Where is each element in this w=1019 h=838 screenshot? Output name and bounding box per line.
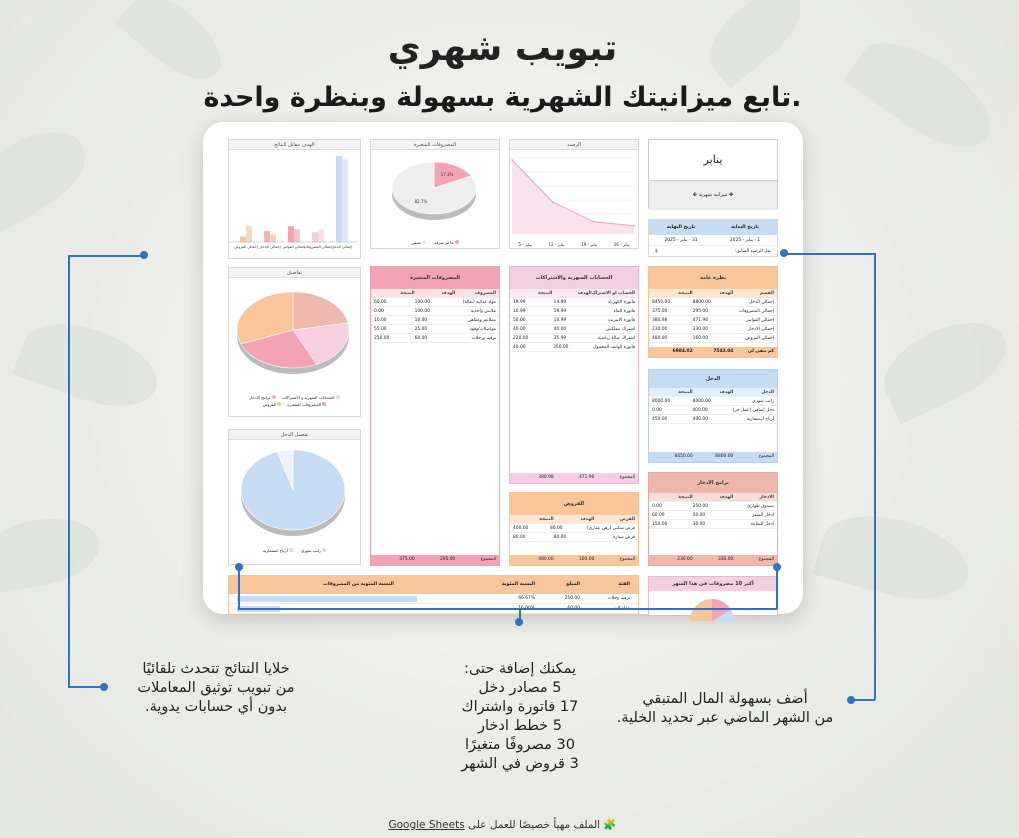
savings-table [648, 472, 778, 566]
puzzle-icon: 🧩 [603, 819, 617, 831]
row-label: مطاعم ومقاهي [467, 318, 496, 323]
row-value[interactable]: 10.99 [512, 309, 526, 314]
row-label: فاتورة الماء [613, 309, 635, 314]
connector-line [874, 253, 876, 700]
row-value[interactable]: 0.00 [652, 408, 662, 413]
page-subtitle: تابع ميزانيتك الشهرية بسهولة وبنظرة واحدة. [203, 82, 802, 113]
connector-dot [780, 249, 788, 257]
legend-label: برامج الادخار [249, 395, 271, 400]
table-row [510, 524, 638, 533]
bar-category-label: إجمالي المصروفات [303, 245, 333, 249]
details-pie-legend [229, 395, 360, 407]
income-pie-legend [229, 548, 360, 553]
row-value[interactable]: 30.00 [692, 522, 706, 527]
variable-pie-graph [370, 139, 500, 249]
overview-table [648, 266, 778, 358]
total-result: 375.00 [399, 557, 415, 562]
table-row [510, 325, 638, 334]
x-tick-label: يناير - 19 [581, 242, 598, 247]
balance-area [512, 160, 634, 234]
variable-pie-legend [371, 238, 499, 248]
total-label: المجموع [758, 557, 774, 562]
col-header: القسم [759, 291, 774, 296]
row-label: ملابس وأحذية [470, 309, 496, 314]
col-header: الادخار [759, 495, 774, 500]
total-goal: 330.00 [717, 557, 734, 562]
row-label: اشتراك صالة رياضية [597, 336, 635, 341]
legend-item [301, 548, 326, 553]
result-bar [246, 226, 252, 242]
income-pie-chart [227, 440, 360, 546]
goal-bar [336, 156, 342, 242]
legend-item [249, 395, 276, 400]
table-row [510, 298, 638, 307]
legend-label: ما تم صرفه [434, 240, 454, 245]
connector-line [776, 567, 778, 609]
legend-item [263, 548, 293, 553]
connector-line [68, 255, 144, 257]
annotation-line: من تبويب توثيق المعاملات [137, 680, 295, 696]
overview-rows [649, 298, 777, 343]
total-label: المجموع [480, 557, 496, 562]
monthly-budget-button[interactable]: ✤ ميزانية شهرية ✤ [649, 180, 777, 210]
row-label: راتب شهري [752, 399, 774, 404]
start-date-value[interactable]: 1 - يناير - 2025 [729, 238, 761, 243]
annotation-line: 5 مصادر دخل [478, 680, 562, 696]
table-row [510, 334, 638, 343]
col-header: النسبة المئوية من المصروفات [323, 582, 394, 587]
background-leaf [12, 308, 167, 422]
annotation-line: 5 خطط ادخار [478, 718, 562, 734]
total-result: 8450.00 [674, 454, 693, 459]
row-value[interactable]: 471.96 [692, 318, 709, 323]
bar-category-label: إجمالي الادخار [259, 245, 281, 249]
income-pie-title: تفصيل الدخل [229, 430, 360, 440]
pie-data-label: 17.3% [440, 172, 454, 178]
table-row [510, 307, 638, 316]
row-value[interactable]: 150.00 [651, 522, 668, 527]
legend-label: متبقي [411, 240, 422, 245]
col-header: القرض [620, 517, 635, 522]
bills-title: الحسابات الشهرية والاشتراكات [510, 267, 638, 289]
row-value[interactable]: 40.00 [512, 327, 526, 332]
row-value[interactable]: 220.00 [512, 336, 529, 341]
bills-total-row [510, 473, 638, 483]
total-goal: 8800.00 [715, 454, 734, 459]
details-pie-graph [228, 267, 361, 417]
row-value[interactable]: 10.00 [414, 318, 428, 323]
dates-card [648, 219, 778, 257]
col-header: الدخل [761, 390, 774, 395]
connector-line [68, 686, 104, 688]
total-result: 480.00 [538, 557, 554, 562]
income-rows [649, 397, 777, 424]
details-pie-title: تفاصيل [229, 268, 360, 278]
variable-pie-chart [369, 150, 499, 236]
spreadsheet [228, 139, 778, 614]
savings-total-row [649, 555, 777, 565]
row-value[interactable]: 295.00 [692, 309, 709, 314]
annotation-line: 17 فاتورة واشتراك [461, 699, 579, 715]
row-label: فاتورة الانترنت [608, 318, 635, 323]
row-label: إجمالي الدخل [748, 300, 774, 305]
month-name: يناير [703, 153, 723, 166]
balance-x-axis [510, 240, 638, 250]
row-label: صندوق طوارئ [747, 504, 774, 509]
annotation-line: أضف بسهولة المال المتبقي [642, 691, 808, 707]
end-date-value[interactable]: 31 - يناير - 2025 [664, 238, 698, 243]
table-row [371, 325, 499, 334]
col-header: الفئة [618, 582, 630, 587]
top-expenses-rows [229, 594, 638, 614]
row-value[interactable]: 50.00 [692, 513, 706, 518]
loans-rows [510, 524, 638, 542]
col-header: الهدف [441, 291, 456, 296]
variable-expenses-table [370, 266, 500, 566]
row-label: ادخار للتقاعد [750, 522, 774, 527]
row-label: قرض سكني (رهن عقاري) [586, 526, 635, 531]
total-label: المجموع [619, 557, 635, 562]
col-header: النسبة المئوية [501, 582, 535, 587]
row-value[interactable]: 0.00 [651, 504, 662, 509]
income-pie-graph [228, 429, 361, 565]
carry-over-cell[interactable]: $ [655, 249, 658, 254]
row-value[interactable]: 0.00 [373, 309, 384, 314]
row-label: ادخار السفر [752, 513, 774, 518]
income-table [648, 369, 778, 463]
col-header: الهدف [719, 495, 734, 500]
row-value[interactable]: 19.99 [512, 300, 526, 305]
total-goal: 160.00 [578, 557, 595, 562]
goal-bar [312, 232, 318, 242]
balance-point [552, 201, 554, 203]
income-total-row [649, 452, 777, 462]
connector-line [520, 608, 777, 610]
row-value[interactable]: 480.00 [651, 336, 668, 341]
table-row [371, 334, 499, 343]
col-header: الهدف [719, 390, 734, 395]
balance-line-chart [508, 150, 638, 238]
table-row [649, 334, 777, 343]
footer-note [0, 818, 1005, 831]
col-header: المصروف [475, 291, 496, 296]
goal-results-graph [228, 139, 361, 259]
row-value[interactable]: 25.00 [414, 327, 428, 332]
row-label: إجمالي الادخار [747, 327, 774, 332]
result-bar [270, 234, 276, 242]
table-row [649, 298, 777, 307]
row-value[interactable]: 8450.00 [651, 300, 671, 305]
row-label: ترفيه وحلات [607, 596, 630, 601]
row-label: قرض سيارة [613, 535, 635, 540]
col-header: النتيجة [678, 495, 693, 500]
row-value[interactable]: 8000.00 [651, 399, 671, 404]
variable-rows [371, 298, 499, 343]
row-value[interactable]: 400.00 [692, 417, 709, 422]
loans-table [509, 492, 639, 566]
pie-data-label: 82.7% [414, 198, 428, 204]
annotation-line: 30 مصروفًا متغيرًا [465, 737, 575, 753]
row-label: ترفيه ورحلات [471, 336, 496, 341]
legend-label: راتب شهري [300, 548, 321, 553]
legend-item [434, 238, 459, 248]
row-label: إجمالي المصروفات [738, 309, 774, 314]
row-value: 250.00 [564, 596, 580, 601]
total-result: 230.00 [677, 557, 693, 562]
loans-total-row [510, 555, 638, 565]
table-row [649, 520, 777, 529]
total-label: كم تبقى لي [747, 349, 774, 354]
variable-pie-title: المصروفات المتغيرة [371, 140, 499, 150]
footer-text: الملف مهيأ خصيصًا للعمل على [468, 819, 601, 831]
goal-results-title: الهدف مقابل النتائج [229, 140, 360, 150]
connector-line [785, 253, 875, 255]
table-row [229, 594, 638, 604]
connector-line [238, 567, 240, 609]
result-bar [342, 159, 348, 242]
total-result: 380.98 [538, 475, 554, 480]
row-value[interactable]: 80.00 [512, 535, 526, 540]
row-label: أرباح استثمارية [746, 417, 774, 422]
total-goal: 295.00 [439, 557, 456, 562]
row-value[interactable]: 250.00 [373, 336, 390, 341]
row-value[interactable]: 10.00 [373, 318, 387, 323]
balance-point [592, 221, 594, 223]
table-row [510, 316, 638, 325]
row-value[interactable]: 60.00 [414, 336, 428, 341]
connector-dot [100, 683, 108, 691]
row-label: دخل إضافي (عمل حر) [732, 408, 774, 413]
col-header: المبلغ [566, 582, 580, 587]
legend-item [282, 395, 340, 400]
col-header: الهدف [719, 291, 734, 296]
overview-title: نظرة عامة [649, 267, 777, 289]
table-row [649, 511, 777, 520]
col-header: النتيجة [678, 390, 693, 395]
background-leaf [813, 502, 977, 613]
bar-category-label: إجمالي الفواتير [282, 245, 306, 249]
background-leaf [0, 510, 105, 595]
start-date-label: تاريخ البداية [731, 225, 759, 230]
row-label: اشتراك نتفلكس [605, 327, 635, 332]
balance-graph [509, 139, 639, 249]
balance-point [633, 225, 635, 227]
annotation-line: يمكنك إضافة حتى: [463, 661, 576, 677]
savings-rows [649, 502, 777, 529]
overview-total-row [649, 347, 777, 357]
top10-pie [647, 591, 777, 617]
bills-rows [510, 298, 638, 352]
row-value: 66.67% [518, 596, 535, 601]
total-goal: 471.96 [578, 475, 595, 480]
table-row [510, 533, 638, 542]
row-label: مواصلات/وقود [469, 327, 496, 332]
row-label: فاتورة الهاتف المحمول [593, 345, 635, 350]
x-tick-label: يناير - 26 [613, 242, 630, 247]
row-value[interactable]: 40.00 [512, 345, 526, 350]
table-row [371, 298, 499, 307]
connector-dot [515, 618, 523, 626]
income-title: الدخل [649, 370, 777, 388]
annotation-line: 3 قروض في الشهر [461, 756, 579, 772]
col-header: النتيجة [537, 291, 553, 296]
col-header: النتيجة [678, 291, 693, 296]
total-goal: 7543.04 [713, 349, 734, 354]
col-header: الهدف [578, 291, 592, 296]
result-bar [294, 229, 300, 242]
goal-bar [288, 226, 294, 242]
row-value[interactable]: 80.00 [549, 526, 563, 531]
end-date-label: تاريخ النهاية [666, 225, 696, 230]
row-value[interactable]: 8800.00 [692, 300, 711, 305]
row-label: مواد غذائية (بقالة) [462, 300, 496, 305]
goal-bar [264, 231, 270, 242]
annotation-carry-over [600, 690, 850, 728]
table-row [371, 316, 499, 325]
annotation-line: خلايا النتائج تتحدث تلقائيًا [142, 661, 290, 677]
background-leaf [0, 115, 99, 236]
balance-graph-title: الرصيد [510, 140, 638, 150]
connector-line [68, 255, 70, 687]
annotation-line: من الشهر الماضي عبر تحديد الخلية. [616, 710, 834, 726]
result-bar [318, 230, 324, 243]
variable-total-row [371, 555, 499, 565]
month-card [648, 139, 778, 209]
legend-label: أرباح استثمارية [262, 548, 288, 553]
connector-line [238, 608, 520, 610]
table-row [649, 316, 777, 325]
row-value[interactable]: 330.00 [692, 327, 709, 332]
row-value[interactable]: 350.00 [553, 345, 569, 350]
row-label: إجمالي القروض [745, 336, 774, 341]
row-value[interactable]: 160.00 [692, 336, 709, 341]
row-value[interactable]: 19.99 [553, 309, 567, 314]
table-row [649, 325, 777, 334]
row-value[interactable]: 80.00 [553, 535, 567, 540]
row-value[interactable]: 10.99 [553, 318, 567, 323]
goal-results-bar-chart [227, 150, 360, 258]
legend-label: المصروفات المتغيرة [287, 402, 322, 407]
bills-table [509, 266, 639, 484]
page-title: تبويب شهري [387, 28, 618, 69]
variable-title: المصروفات المتغيرة [371, 267, 499, 289]
google-sheets-link[interactable]: Google Sheets [388, 819, 465, 831]
table-row [510, 343, 638, 352]
table-row [649, 415, 777, 424]
annotation-auto-update [116, 660, 316, 717]
bar-category-label: إجمالي الدخل [331, 245, 353, 249]
goal-bar [240, 237, 246, 242]
total-label: المجموع [619, 475, 635, 480]
row-value[interactable]: 400.00 [512, 526, 529, 531]
balance-point [511, 159, 513, 161]
row-value[interactable]: 230.00 [651, 327, 668, 332]
legend-label: الحسابات الشهرية و الاشتراكات [281, 395, 335, 400]
top10-title: أكبر 10 مصروفات في هذا الشهر [649, 577, 777, 591]
x-tick-label: يناير - 12 [548, 242, 565, 247]
row-label: فاتورة الكهرباء [608, 300, 635, 305]
percent-bar [237, 596, 417, 602]
row-value[interactable]: 60.00 [373, 300, 387, 305]
total-label: المجموع [758, 454, 774, 459]
col-header: الحساب او الاشتراك [591, 291, 635, 296]
annotation-line: بدون أي حسابات يدوية. [145, 699, 287, 715]
legend-item [411, 238, 426, 248]
connector-dot [140, 251, 148, 259]
carry-over-label: نقل الرصيد السابق: [734, 249, 771, 254]
savings-title: برامج الادخار [649, 473, 777, 493]
row-value[interactable]: 400.00 [692, 408, 708, 413]
row-value[interactable]: 375.00 [651, 309, 668, 314]
table-row [649, 307, 777, 316]
total-result: 6984.02 [672, 349, 693, 354]
row-value[interactable]: 100.00 [414, 300, 431, 305]
row-value[interactable]: 380.98 [651, 318, 668, 323]
row-label: إجمالي الفواتير [746, 318, 774, 323]
col-header: النتيجة [539, 517, 554, 522]
top10-card [648, 576, 778, 616]
table-row [649, 397, 777, 406]
row-value[interactable]: 14.99 [553, 300, 567, 305]
tablet-frame [203, 122, 803, 614]
bar-category-label: إجمالي القروض [234, 245, 258, 249]
legend-item [263, 402, 282, 407]
table-row [649, 502, 777, 511]
row-value[interactable]: 250.00 [692, 504, 709, 509]
row-value[interactable]: 40.00 [553, 327, 567, 332]
legend-item [287, 402, 326, 407]
details-pie-chart [227, 278, 360, 393]
connector-dot [235, 563, 243, 571]
row-value[interactable]: 55.00 [373, 327, 387, 332]
col-header: الهدف [580, 517, 595, 522]
row-value[interactable]: 450.00 [651, 417, 668, 422]
table-row [649, 406, 777, 415]
row-value[interactable]: 60.00 [651, 513, 665, 518]
row-value[interactable]: 35.99 [553, 336, 567, 341]
table-row [371, 307, 499, 316]
row-value[interactable]: 50.00 [512, 318, 526, 323]
col-header: النتيجة [400, 291, 415, 296]
row-value[interactable]: 100.00 [414, 309, 431, 314]
row-value[interactable]: 8000.00 [692, 399, 711, 404]
legend-label: القروض [262, 402, 277, 407]
loans-title: القروض [510, 493, 638, 515]
background-leaf [871, 306, 1018, 424]
x-tick-label: يناير - 5 [518, 242, 532, 247]
percent-bar-track [237, 594, 480, 603]
